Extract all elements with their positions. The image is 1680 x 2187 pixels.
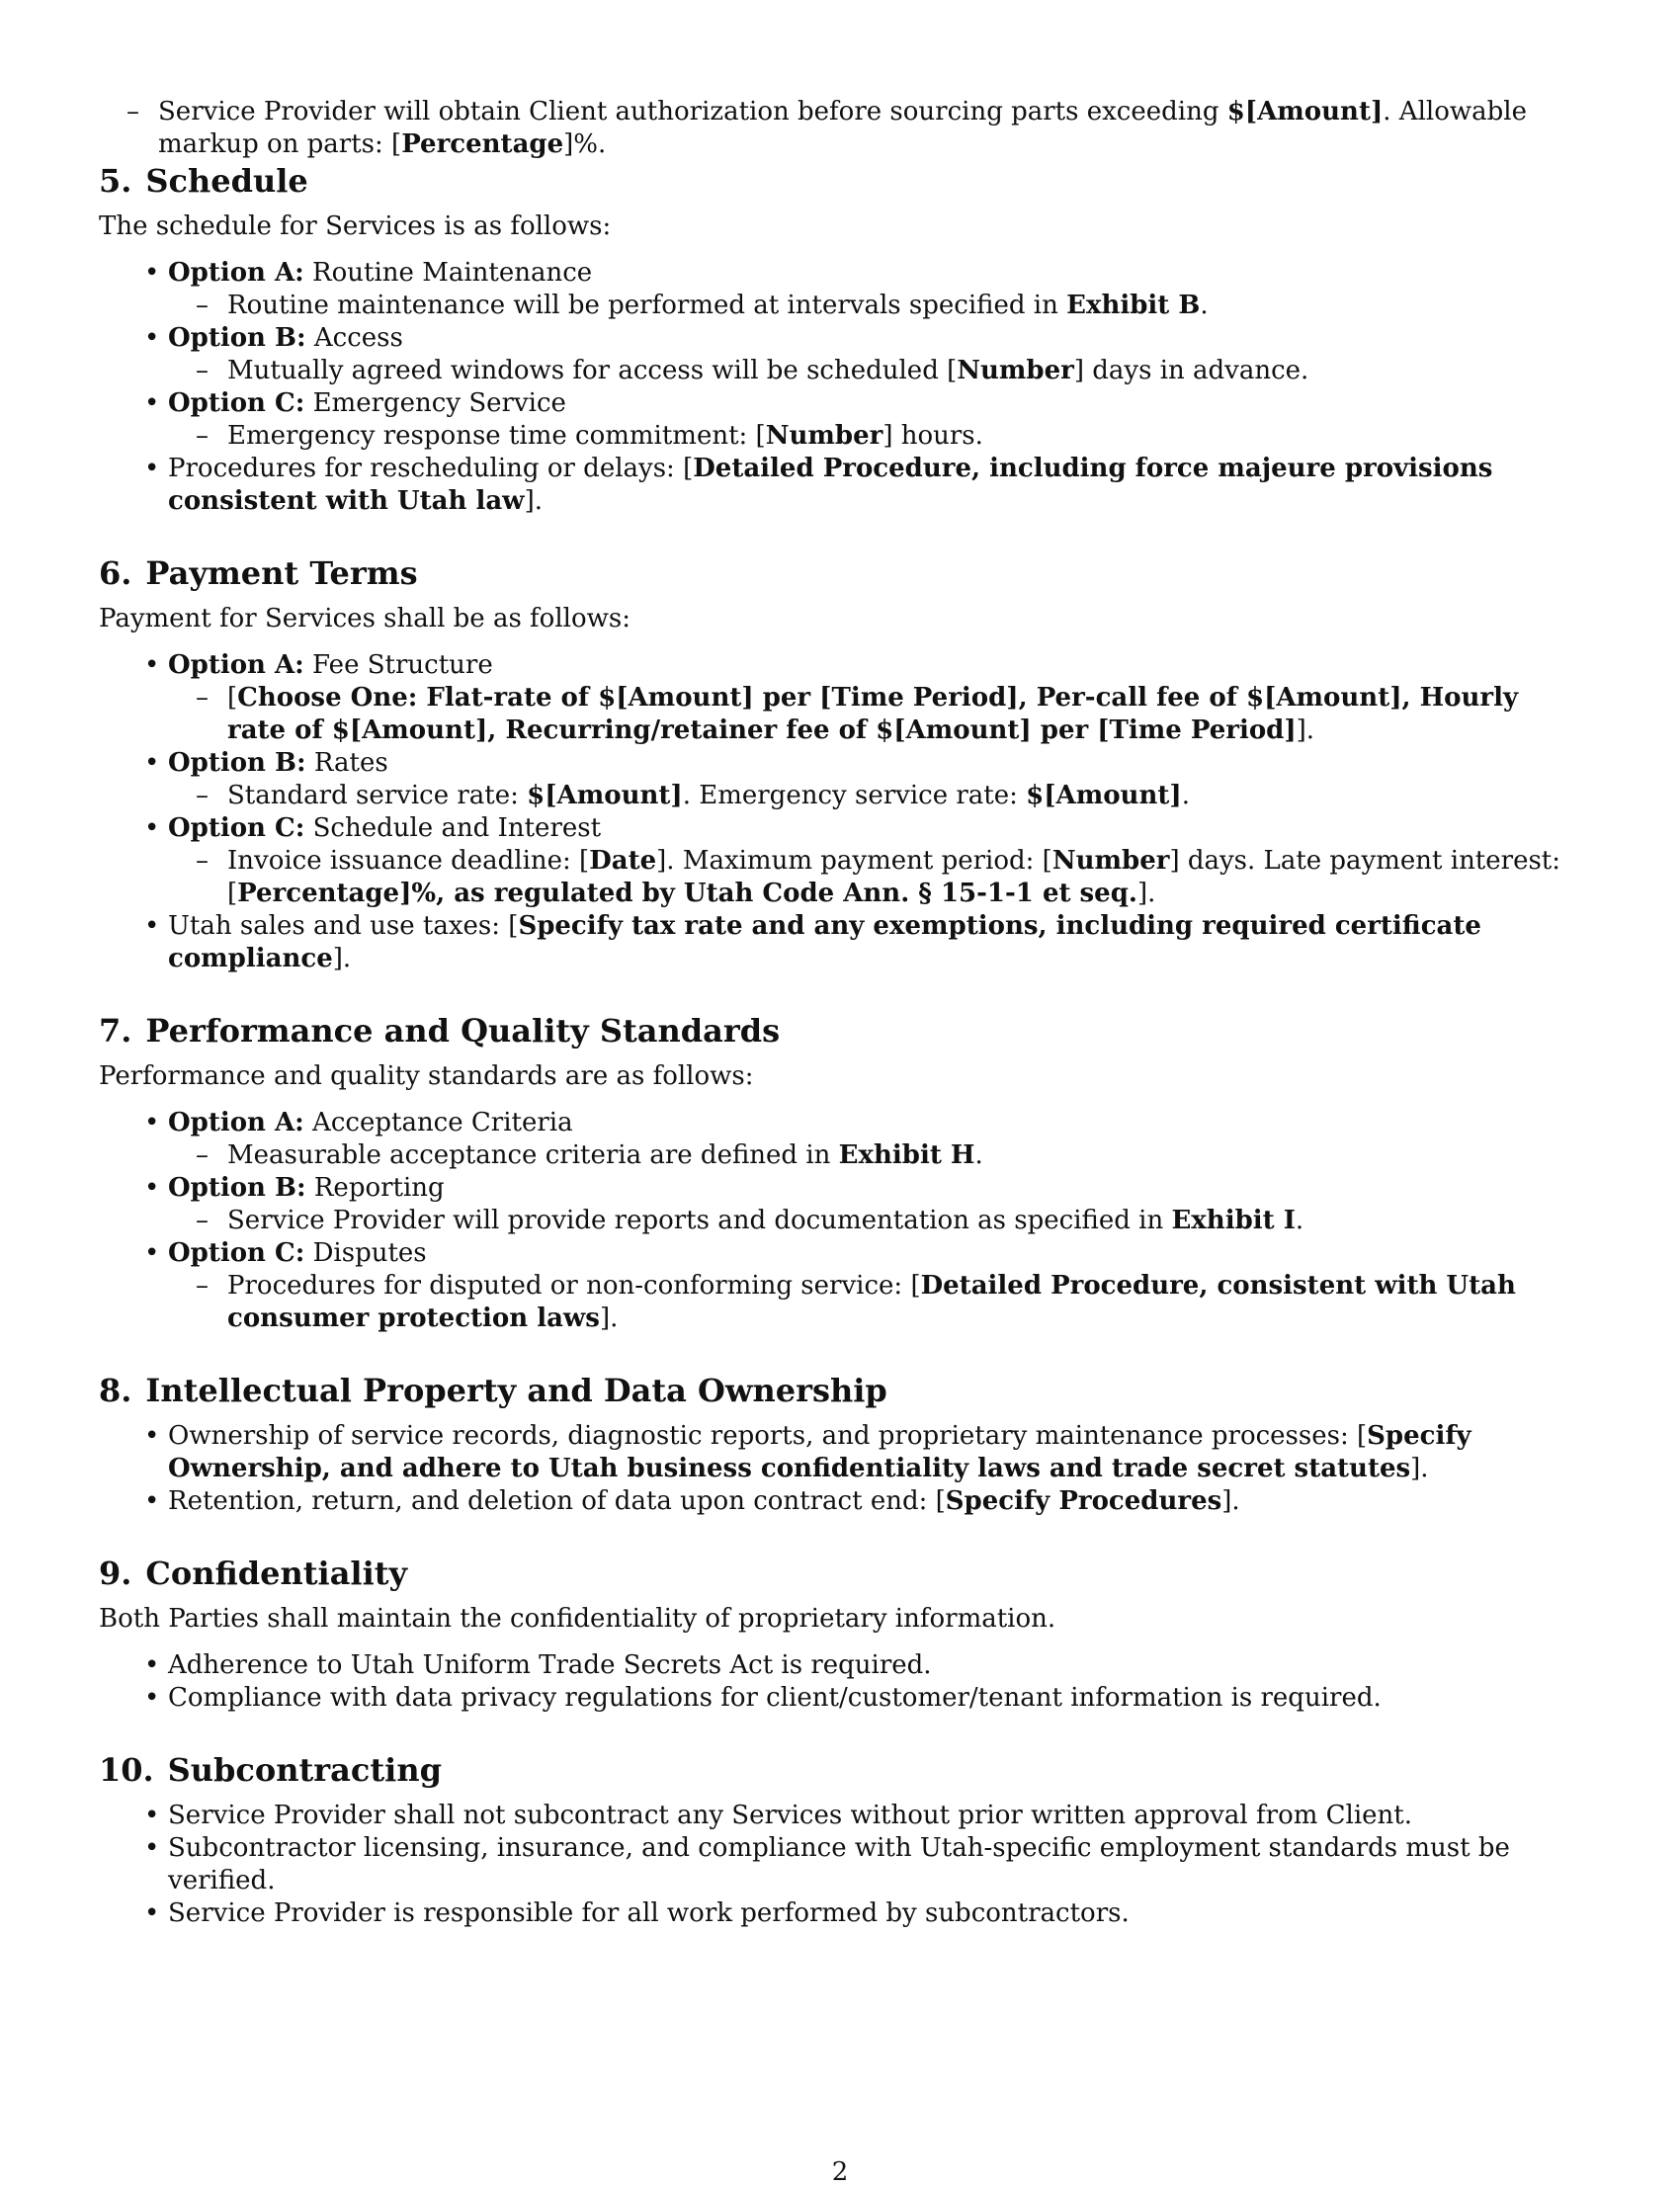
bold-text: Number xyxy=(957,356,1074,385)
section-heading xyxy=(99,553,1581,593)
text-run: Schedule and Interest xyxy=(304,813,602,843)
sub-list xyxy=(168,682,1581,747)
bullet-item xyxy=(168,812,1581,910)
sub-list xyxy=(168,1270,1581,1335)
bullet-list xyxy=(99,257,1581,518)
sub-item xyxy=(227,355,1581,387)
text-run: Fee Structure xyxy=(303,650,493,680)
continued-list xyxy=(99,96,1581,161)
bullet-item xyxy=(168,1172,1581,1237)
text-run: ] hours. xyxy=(882,421,983,451)
bullet-list xyxy=(99,1649,1581,1715)
sub-item xyxy=(227,682,1581,747)
text-run: Compliance with data privacy regulations for client/customer/tenant information is required. xyxy=(168,1683,1382,1713)
text-run: Procedures for rescheduling or delays: [ xyxy=(168,454,694,483)
text-run: ]. xyxy=(599,1304,619,1333)
sub-item xyxy=(227,780,1581,812)
bullet-item xyxy=(168,1237,1581,1335)
bold-text: Option B: xyxy=(168,748,306,778)
sub-list xyxy=(168,1205,1581,1237)
text-run: Service Provider is responsible for all work performed by subcontractors. xyxy=(168,1898,1130,1928)
bold-text: Exhibit I xyxy=(1171,1206,1296,1235)
bullet-list xyxy=(99,649,1581,975)
text-run: ]. xyxy=(332,944,352,973)
section-5 xyxy=(99,161,1581,518)
text-run: Ownership of service records, diagnostic reports, and proprietary maintenance processes: [ xyxy=(168,1421,1368,1451)
text-run: Routine maintenance will be performed at intervals specified in xyxy=(227,291,1067,320)
section-intro: Performance and quality standards are as follows: xyxy=(99,1061,754,1091)
bullet-item xyxy=(168,1420,1581,1485)
section-title: Schedule xyxy=(145,162,308,200)
section-number: 10. xyxy=(99,1751,154,1789)
bold-text: Option B: xyxy=(168,323,306,353)
bold-text: $[Amount] xyxy=(527,781,683,810)
section-8 xyxy=(99,1371,1581,1518)
text-run: Mutually agreed windows for access will be scheduled [ xyxy=(227,356,958,385)
text-run: ]. xyxy=(1136,879,1156,908)
text-run: ]. Maximum payment period: [ xyxy=(656,846,1052,876)
sub-list xyxy=(168,845,1581,910)
text-run: Service Provider will obtain Client authorization before sourcing parts exceeding xyxy=(158,97,1227,126)
section-title: Subcontracting xyxy=(167,1751,442,1789)
bold-text: Exhibit B xyxy=(1066,291,1201,320)
bold-text: Exhibit H xyxy=(838,1140,975,1170)
document-body xyxy=(99,96,1581,1930)
section-10 xyxy=(99,1750,1581,1930)
text-run: Subcontractor licensing, insurance, and compliance with Utah-specific employment standards must be verified. xyxy=(168,1833,1510,1895)
bold-text: Option C: xyxy=(168,388,305,418)
text-run: Access xyxy=(305,323,403,353)
text-run: ]. xyxy=(1296,715,1315,745)
bullet-item xyxy=(168,387,1581,453)
bold-text: Option B: xyxy=(168,1173,306,1203)
text-run: Reporting xyxy=(305,1173,445,1203)
sub-item xyxy=(227,845,1581,910)
bold-text: $[Amount] xyxy=(1226,97,1384,126)
sub-list xyxy=(168,1139,1581,1172)
section-number: 8. xyxy=(99,1372,132,1409)
sub-item xyxy=(227,290,1581,322)
section-intro: The schedule for Services is as follows: xyxy=(99,211,612,241)
text-run: . Allowable markup on parts: [ xyxy=(158,97,1527,159)
bullet-item xyxy=(168,1649,1581,1682)
section-heading xyxy=(99,1554,1581,1593)
section-6 xyxy=(99,553,1581,975)
text-run: ]. xyxy=(1221,1486,1240,1516)
bold-text: Percentage xyxy=(401,129,564,159)
sub-item xyxy=(227,1270,1581,1335)
text-run: Service Provider shall not subcontract any Services without prior written approval from Client. xyxy=(168,1801,1413,1830)
bullet-item xyxy=(168,322,1581,387)
text-run: Routine Maintenance xyxy=(303,258,593,288)
text-run: Service Provider will provide reports and documentation as specified in xyxy=(227,1206,1172,1235)
text-run: Measurable acceptance criteria are defined in xyxy=(227,1140,839,1170)
text-run: Disputes xyxy=(304,1238,427,1268)
text-run: . xyxy=(1200,291,1209,320)
bold-text: Option C: xyxy=(168,813,305,843)
sub-list xyxy=(168,355,1581,387)
section-title: Intellectual Property and Data Ownership xyxy=(145,1372,887,1409)
section-title: Confidentiality xyxy=(145,1555,408,1592)
section-number: 9. xyxy=(99,1555,132,1592)
bold-text: Specify Procedures xyxy=(945,1486,1222,1516)
text-run: . xyxy=(1181,781,1190,810)
text-run: Acceptance Criteria xyxy=(303,1108,573,1137)
sub-list xyxy=(168,780,1581,812)
text-run: . Emergency service rate: xyxy=(682,781,1027,810)
continued-sub-item xyxy=(158,96,1581,161)
bold-text: $[Amount] xyxy=(1026,781,1182,810)
bullet-item xyxy=(168,1800,1581,1832)
section-number: 5. xyxy=(99,162,132,200)
bullet-list xyxy=(99,1800,1581,1930)
bullet-item xyxy=(168,453,1581,518)
text-run: [ xyxy=(227,683,238,713)
section-heading xyxy=(99,1011,1581,1051)
bold-text: Option A: xyxy=(168,1108,304,1137)
text-run: Retention, return, and deletion of data upon contract end: [ xyxy=(168,1486,946,1516)
text-run: Emergency Service xyxy=(304,388,566,418)
bold-text: Detailed Procedure, including force majeure provisions consistent with Utah law xyxy=(168,454,1493,516)
text-run: Rates xyxy=(305,748,388,778)
bullet-item xyxy=(168,910,1581,975)
sub-list xyxy=(168,420,1581,453)
bold-text: Detailed Procedure, consistent with Utah consumer protection laws xyxy=(227,1271,1516,1333)
bullet-item xyxy=(168,1485,1581,1518)
sub-item xyxy=(227,1139,1581,1172)
bullet-item xyxy=(168,257,1581,322)
text-run: ]. xyxy=(1410,1454,1429,1483)
bullet-item xyxy=(168,1832,1581,1897)
bold-text: Date xyxy=(589,846,657,876)
bullet-item xyxy=(168,649,1581,747)
section-number: 6. xyxy=(99,554,132,592)
bullet-item xyxy=(168,1897,1581,1930)
bold-text: Number xyxy=(1051,846,1170,876)
sub-list xyxy=(168,290,1581,322)
sub-item xyxy=(227,420,1581,453)
page-number: 2 xyxy=(831,2157,849,2187)
text-run: ] days. Late payment interest: [ xyxy=(227,846,1561,908)
bullet-list xyxy=(99,1420,1581,1518)
text-run: ]%. xyxy=(563,129,607,159)
text-run: Emergency response time commitment: [ xyxy=(227,421,766,451)
bold-text: Option C: xyxy=(168,1238,305,1268)
bold-text: Option A: xyxy=(168,258,304,288)
section-intro: Payment for Services shall be as follows: xyxy=(99,604,630,633)
section-heading xyxy=(99,161,1581,201)
section-title: Performance and Quality Standards xyxy=(145,1012,781,1050)
bullet-list xyxy=(99,1107,1581,1335)
section-intro: Both Parties shall maintain the confidentiality of proprietary information. xyxy=(99,1604,1056,1634)
bullet-item xyxy=(168,747,1581,812)
text-run: . xyxy=(974,1140,983,1170)
text-run: . xyxy=(1295,1206,1304,1235)
text-run: Adherence to Utah Uniform Trade Secrets Act is required. xyxy=(168,1650,932,1680)
section-heading xyxy=(99,1371,1581,1410)
bold-text: Specify tax rate and any exemptions, including required certificate compliance xyxy=(168,911,1481,973)
text-run: Standard service rate: xyxy=(227,781,528,810)
text-run: Invoice issuance deadline: [ xyxy=(227,846,590,876)
bold-text: Number xyxy=(765,421,883,451)
bullet-item xyxy=(168,1682,1581,1715)
text-run: ] days in advance. xyxy=(1073,356,1309,385)
text-run: Utah sales and use taxes: [ xyxy=(168,911,519,941)
text-run: ]. xyxy=(524,486,543,516)
section-7 xyxy=(99,1011,1581,1335)
sections-container xyxy=(99,161,1581,1930)
bold-text: Option A: xyxy=(168,650,304,680)
section-9 xyxy=(99,1554,1581,1715)
section-heading xyxy=(99,1750,1581,1790)
bold-text: Percentage]%, as regulated by Utah Code Ann. § 15-1-1 et seq. xyxy=(237,879,1137,908)
text-run: Procedures for disputed or non-conforming service: [ xyxy=(227,1271,921,1301)
sub-item xyxy=(227,1205,1581,1237)
bold-text: Specify Ownership, and adhere to Utah business confidentiality laws and trade secret statutes xyxy=(168,1421,1471,1483)
bold-text: Choose One: Flat-rate of $[Amount] per [Time Period], Per-call fee of $[Amount], Hourly rate of $[Amount], Recurring/retainer fee of $[Amount] per [Time Period] xyxy=(227,683,1519,745)
section-number: 7. xyxy=(99,1012,132,1050)
section-title: Payment Terms xyxy=(145,554,418,592)
bullet-item xyxy=(168,1107,1581,1172)
